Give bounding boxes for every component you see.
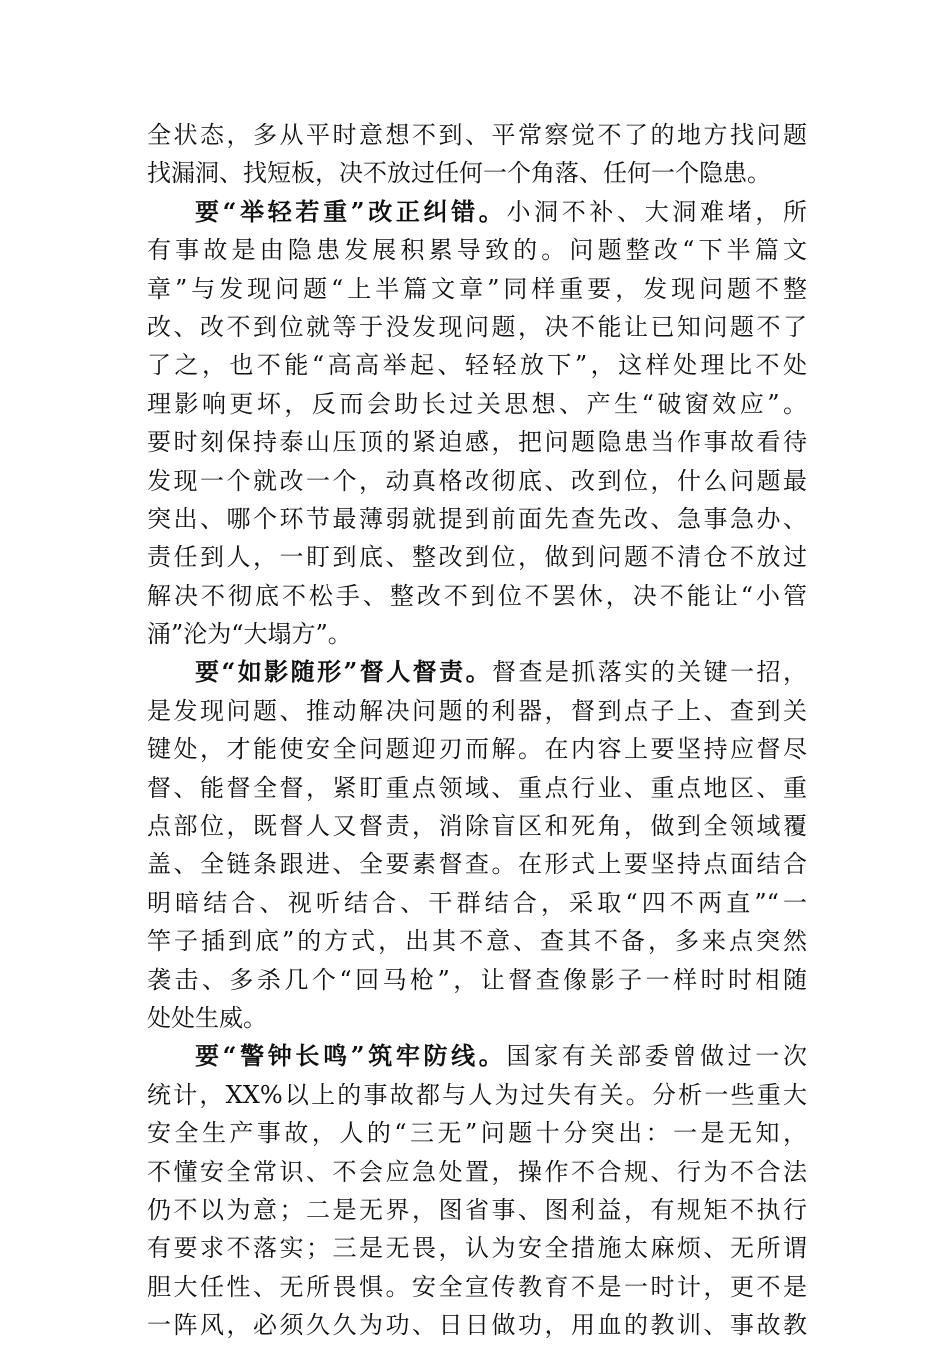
text-line: 理影响更坏，反而会助长过关思想、产生“破窗效应”。 [147,389,807,418]
text-line: 责任到人，一盯到底、整改到位，做到问题不清仓不放过 [147,543,807,572]
text-run: 国家有关部委曾做过一次 [506,1042,808,1071]
text-line: 键处，才能使安全问题迎刃而解。在内容上要坚持应督尽 [147,735,807,764]
text-line: 找漏洞、找短板，决不放过任何一个角落、任何一个隐患。 [147,159,771,188]
text-line: 章”与发现问题“上半篇文章”同样重要，发现问题不整 [147,274,807,303]
text-line: 袭击、多杀几个“回马枪”，让督查像影子一样时时相随 [147,965,807,994]
text-line: 不懂安全常识、不会应急处置，操作不合规、行为不合法 [147,1157,807,1186]
paragraph-first-line [147,1037,807,1075]
text-line: 改、改不到位就等于没发现问题，决不能让已知问题不了 [147,312,807,341]
text-line: 胆大任性、无所畏惧。安全宣传教育不是一时计，更不是 [147,1272,807,1301]
paragraph-heading: 要“如影随形”督人督责。 [195,657,493,687]
text-line: 仍不以为意；二是无界，图省事、图利益，有规矩不执行 [147,1195,807,1224]
paragraph-supervision [147,653,807,1037]
text-line: 是发现问题、推动解决问题的利器，督到点子上、查到关 [147,696,807,725]
text-line: 全状态，多从平时意想不到、平常察觉不了的地方找问题 [147,121,807,149]
paragraph-alarm-bell [147,1037,807,1344]
paragraph-continuation [147,116,807,193]
text-run: 小洞不补、大洞难堵，所 [506,197,808,226]
text-line: 有要求不落实；三是无畏，认为安全措施太麻烦、无所谓 [147,1234,807,1263]
text-line: 要时刻保持泰山压顶的紧迫感，把问题隐患当作事故看待 [147,428,807,457]
text-line: 突出、哪个环节最薄弱就提到前面先查先改、急事急办、 [147,504,807,533]
text-line: 督、能督全督，紧盯重点领域、重点行业、重点地区、重 [147,773,807,802]
paragraph-first-line [147,653,807,691]
text-line: 有事故是由隐患发展积累导致的。问题整改“下半篇文 [147,236,807,265]
paragraph-first-line [147,193,807,231]
paragraph-rectify-errors [147,193,807,654]
text-line: 盖、全链条跟进、全要素督查。在形式上要坚持点面结合 [147,850,807,879]
text-line: 发现一个就改一个，动真格改彻底、改到位，什么问题最 [147,466,807,495]
text-line: 解决不彻底不松手、整改不到位不罢休，决不能让“小管 [147,581,807,610]
text-line: 涌”沦为“大塌方”。 [147,620,352,649]
document-body [147,116,807,1345]
text-line: 统计，XX%以上的事故都与人为过失有关。分析一些重大 [147,1080,807,1109]
text-line: 处处生威。 [147,1003,267,1032]
text-line: 点部位，既督人又督责，消除盲区和死角，做到全领域覆 [147,812,807,841]
text-line: 一阵风，必须久久为功、日日做功，用血的教训、事故教 [147,1311,807,1340]
paragraph-heading: 要“举轻若重”改正纠错。 [195,196,507,226]
text-line: 了之，也不能“高高举起、轻轻放下”，这样处理比不处 [147,351,807,380]
text-line: 安全生产事故，人的“三无”问题十分突出：一是无知， [147,1119,807,1148]
text-line: 竿子插到底”的方式，出其不意、查其不备，多来点突然 [147,927,807,956]
text-run: 督查是抓落实的关键一招， [492,658,807,687]
text-line: 明暗结合、视听结合、干群结合，采取“四不两直”“一 [147,888,807,917]
paragraph-heading: 要“警钟长鸣”筑牢防线。 [195,1041,507,1071]
